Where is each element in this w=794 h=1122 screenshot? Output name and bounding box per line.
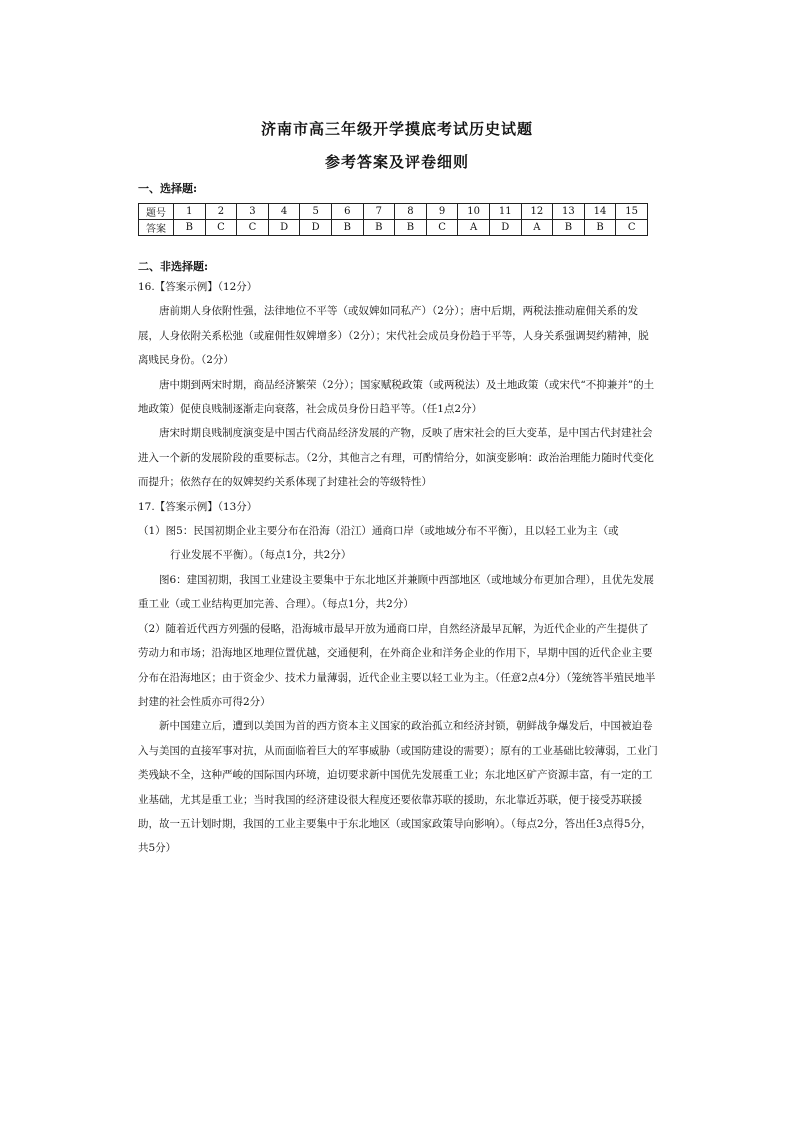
question-number-cell: 13	[553, 204, 585, 220]
question-number-cell: 4	[268, 204, 300, 220]
question-number-cell: 1	[174, 204, 206, 220]
answer-cell: C	[237, 220, 269, 236]
question-number-cell: 3	[237, 204, 269, 220]
answer-cell: D	[300, 220, 332, 236]
question-17-part1-continued: 行业发展不平衡）。（每点1分，共2分）	[170, 549, 352, 562]
section-non-choice: 二、非选择题:	[138, 260, 209, 273]
question-number-cell: 11	[489, 204, 521, 220]
question-number-cell: 15	[616, 204, 648, 220]
page-subtitle: 参考答案及评卷细则	[324, 153, 469, 171]
question-16-heading: 16.【答案示例】（12分）	[138, 281, 258, 293]
answer-table	[138, 203, 648, 236]
table-header-cell: 答案	[139, 220, 174, 236]
answer-cell: A	[521, 220, 553, 236]
section-multiple-choice: 一、选择题:	[138, 182, 198, 195]
answer-cell: C	[426, 220, 458, 236]
answer-cell: C	[616, 220, 648, 236]
answer-cell: B	[395, 220, 427, 236]
answer-cell: A	[458, 220, 490, 236]
question-17-paragraph: 新中国建立后，遭到以美国为首的西方资本主义国家的政治孤立和经济封锁，朝鲜战争爆发后，中国被迫卷入与美国的直接军事对抗，从而面临着巨大的军事威胁（或国防建设的需要）；原有的工业基础比较薄弱，工业门类残缺不全，这种严峻的国际国内环境，迫切要求新中国优先发展重工业；东北地区矿产资源丰富，有一定的工业基础，尤其是重工业；当时我国的经济建设很大程度还要依靠苏联的援助，东北靠近苏联，便于接受苏联援助，故一五计划时期，我国的工业主要集中于东北地区（或国家政策导向影响）。（每点2分，答出任3点得5分，共5分）	[138, 720, 658, 855]
question-number-cell: 6	[331, 204, 363, 220]
answer-cell: B	[363, 220, 395, 236]
answer-body	[138, 275, 658, 861]
question-17-part2: （2）随着近代西方列强的侵略，沿海城市最早开放为通商口岸，自然经济最早瓦解，为近代企业的产生提供了劳动力和市场；沿海地区地理位置优越，交通便利，在外商企业和洋务企业的作用下，早期中国的近代企业主要分布在沿海地区；由于资金少、技术力量薄弱，近代企业主要以轻工业为主。（任意2点4分）（笼统答半殖民地半封建的社会性质亦可得2分）	[138, 622, 656, 708]
question-16-paragraph: 唐中期到两宋时期，商品经济繁荣（2分）；国家赋税政策（或两税法）及土地政策（或宋代“不抑兼并”的土地政策）促使良贱制逐渐走向衰落，社会成员身份日趋平等。（任1点2分）	[138, 378, 655, 416]
page-title: 济南市高三年级开学摸底考试历史试题	[260, 120, 533, 138]
answer-cell: D	[268, 220, 300, 236]
table-row	[139, 220, 648, 236]
question-number-cell: 10	[458, 204, 490, 220]
answer-cell: D	[489, 220, 521, 236]
table-row	[139, 204, 648, 220]
answer-cell: B	[553, 220, 585, 236]
question-number-cell: 14	[584, 204, 616, 220]
question-16-paragraph: 唐前期人身依附性强，法律地位不平等（或奴婢如同私产）（2分）；唐中后期，两税法推动雇佣关系的发展，人身依附关系松弛（或雇佣性奴婢增多）（2分）；宋代社会成员身份趋于平等，人身关系强调契约精神，脱离贱民身份。（2分）	[138, 305, 649, 367]
answer-cell: B	[584, 220, 616, 236]
answer-cell: C	[205, 220, 237, 236]
question-number-cell: 7	[363, 204, 395, 220]
question-number-cell: 5	[300, 204, 332, 220]
question-number-cell: 8	[395, 204, 427, 220]
question-17-part1: （1）图5：民国初期企业主要分布在沿海（沿江）通商口岸（或地域分布不平衡），且以轻工业为主（或	[138, 525, 619, 538]
question-number-cell: 2	[205, 204, 237, 220]
question-17-paragraph: 图6：建国初期，我国工业建设主要集中于东北地区并兼顾中西部地区（或地域分布更加合理），且优先发展重工业（或工业结构更加完善、合理）。（每点1分，共2分）	[138, 573, 654, 611]
question-number-cell: 9	[426, 204, 458, 220]
answer-cell: B	[331, 220, 363, 236]
answer-cell: B	[174, 220, 206, 236]
table-header-cell: 题号	[139, 204, 174, 220]
question-16-paragraph: 唐宋时期良贱制度演变是中国古代商品经济发展的产物，反映了唐宋社会的巨大变革，是中国古代封建社会进入一个新的发展阶段的重要标志。（2分，其他言之有理，可酌情给分，如演变影响：政治治理能力随时代变化而提升；依然存在的奴婢契约关系体现了封建社会的等级特性）	[138, 427, 654, 489]
question-number-cell: 12	[521, 204, 553, 220]
question-17-heading: 17.【答案示例】（13分）	[138, 500, 258, 513]
